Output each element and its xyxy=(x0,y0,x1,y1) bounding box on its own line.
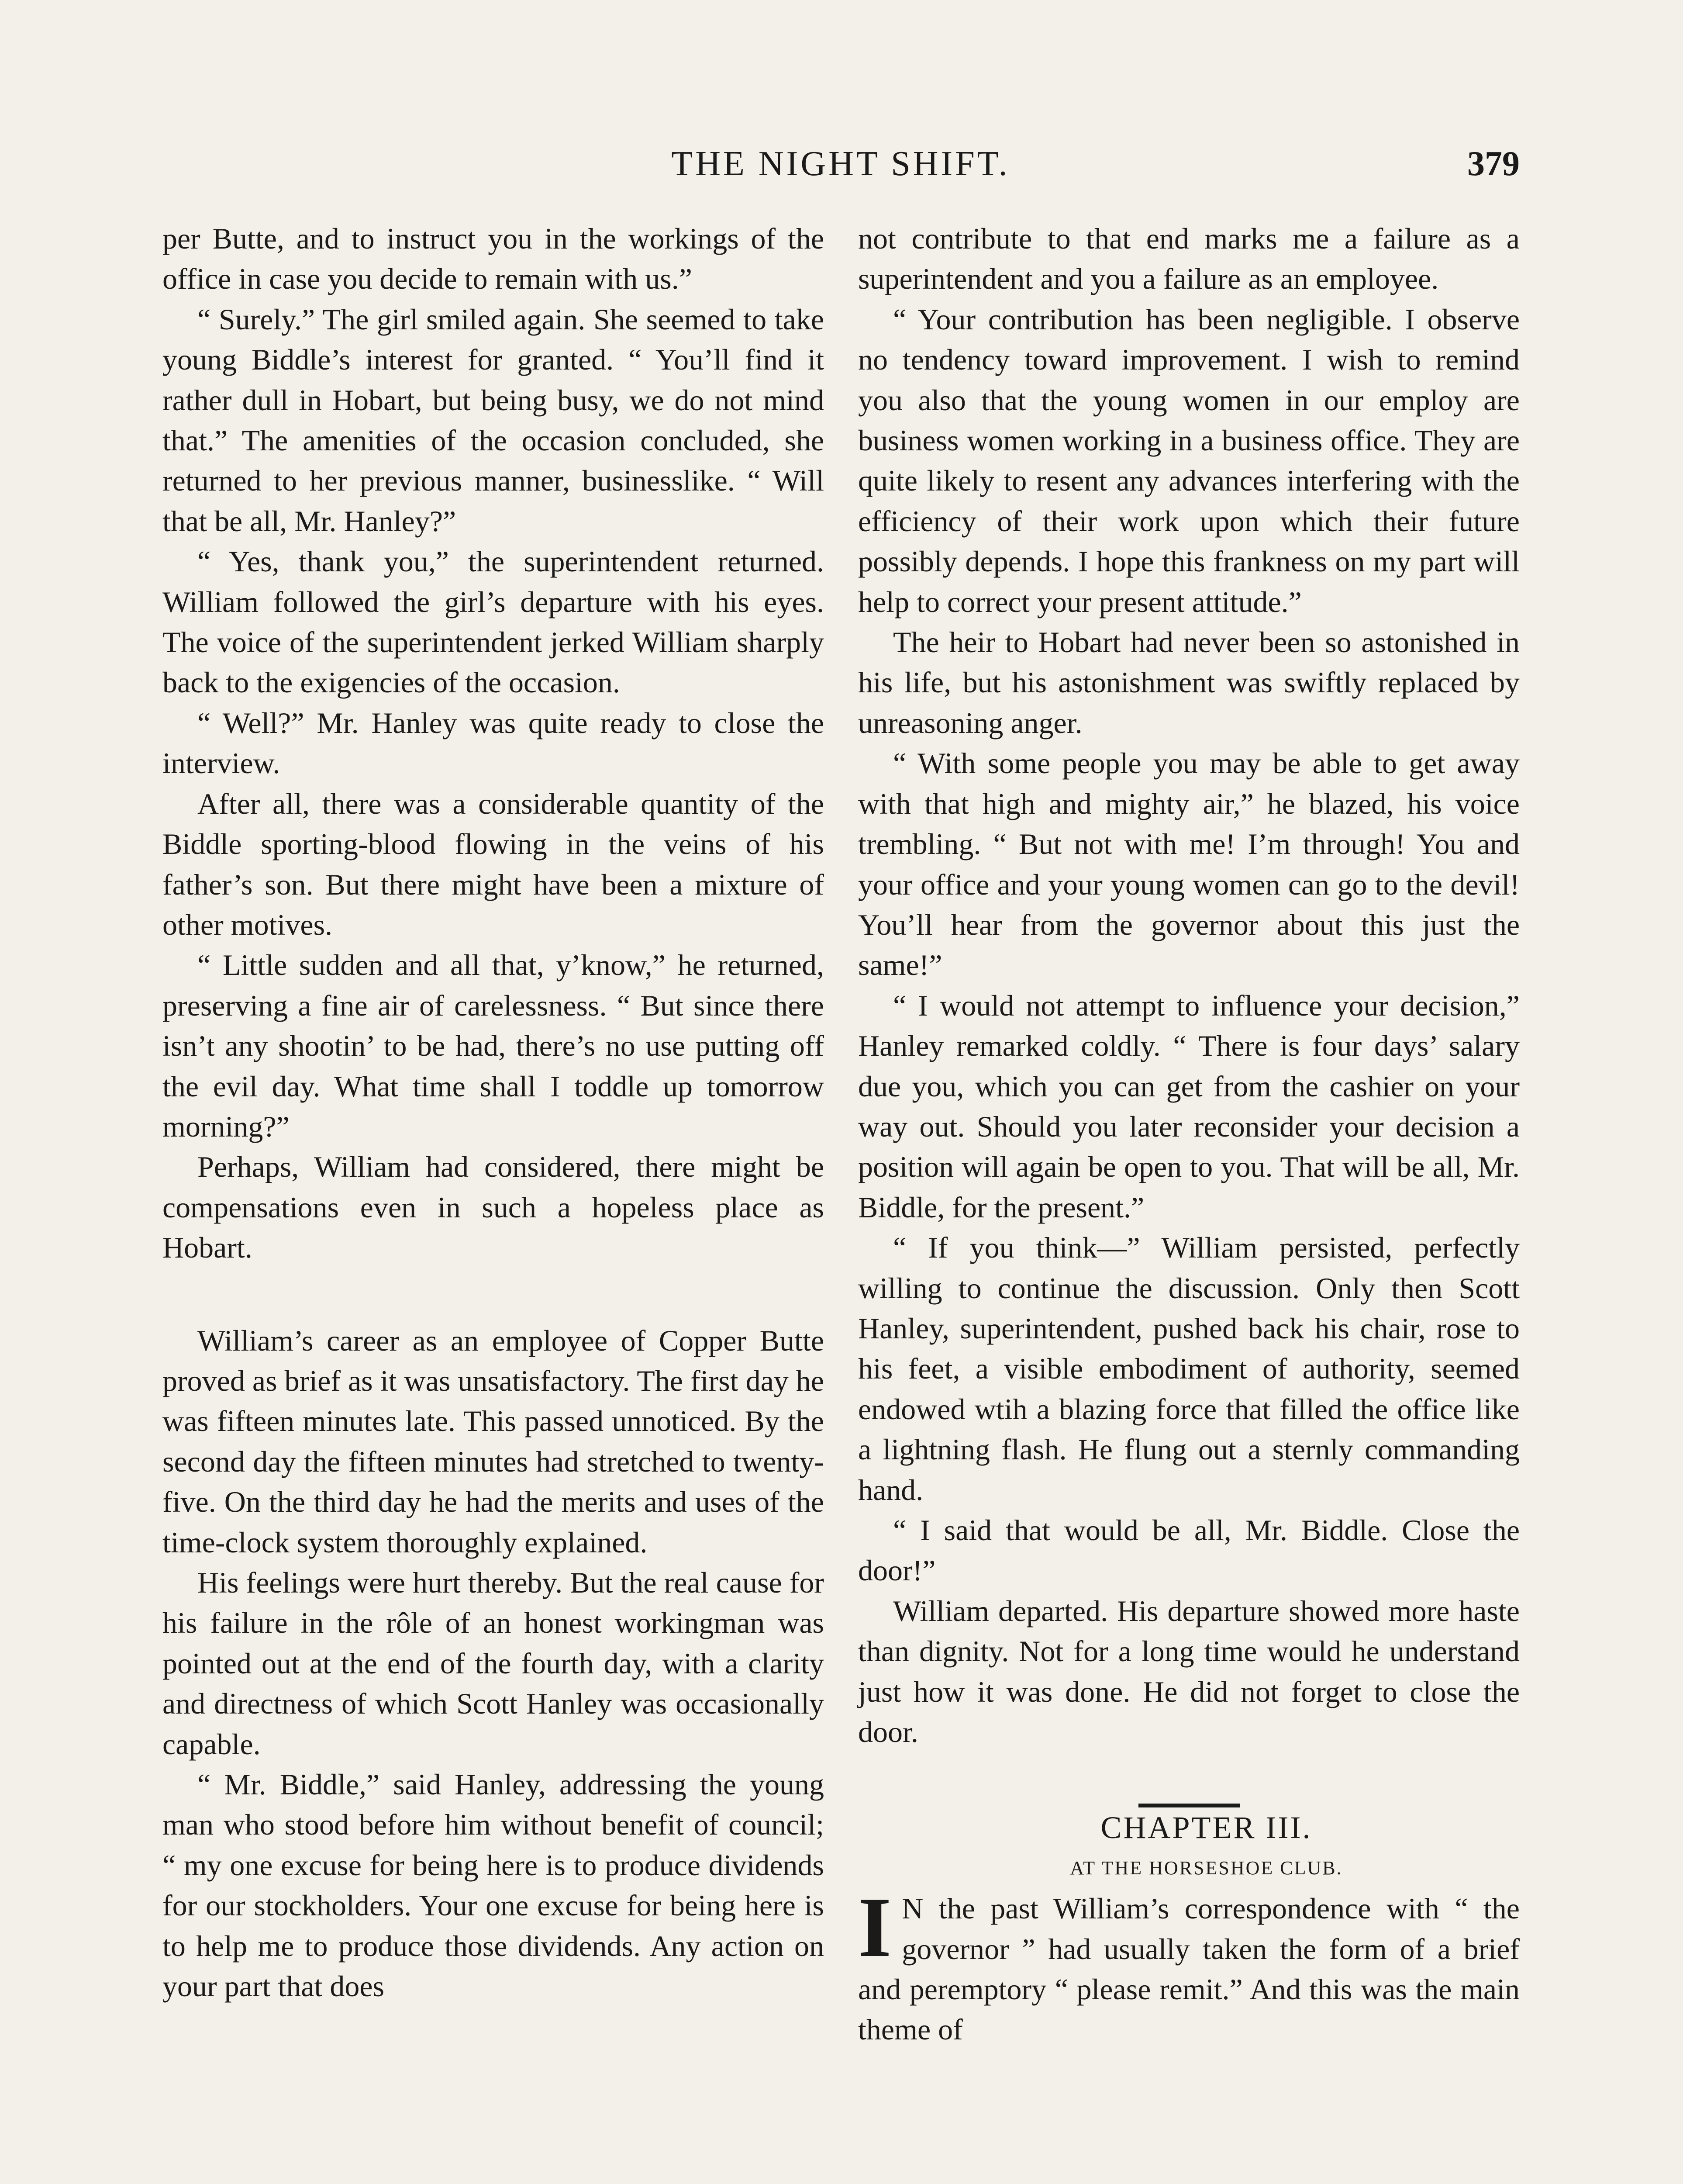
drop-cap: I xyxy=(858,1880,892,1975)
paragraph-text: N the past William’s correspondence with “ the governor ” had usually taken the form of a brief and peremptory “ please remit.” And this was the main theme of xyxy=(858,1892,1520,2046)
paragraph: “ With some people you may be able to get away with that high and mighty air,” he blazed, his voice trembling. “ But not with me! I’m through! You and your office and your young women can go to the devil! You’ll hear from the governor about this just the same!” xyxy=(858,746,1520,982)
paragraph: “ I would not attempt to influence your decision,” Hanley remarked coldly. “ There is four days’ salary due you, which you can get from the cashier on your way out. Should you later reconsider your decision a position will again be open to you. That will be all, Mr. Biddle, for the present.” xyxy=(858,988,1520,1224)
chapter-divider xyxy=(1138,1804,1240,1807)
left-column xyxy=(162,218,824,2006)
paragraph: “ Little sudden and all that, y’know,” he returned, preserving a fine air of carelessness. “ But since there isn’t any shootin’ to be had, there’s no use putting off the evil day. What time shall I toddle up tomorrow morning?” xyxy=(162,948,824,1143)
paragraph: William’s career as an employee of Copper Butte proved as brief as it was unsatisfactory. The first day he was fifteen minutes late. This passed unnoticed. By the second day the fifteen minutes had stretched to twenty-five. On the third day he had the merits and uses of the time-clock system thoroughly explained. xyxy=(162,1324,824,1559)
paragraph: “ I said that would be all, Mr. Biddle. Close the door!” xyxy=(858,1514,1520,1587)
page-number: 379 xyxy=(1467,145,1520,183)
chapter-opening-paragraph xyxy=(858,1880,1520,2050)
running-title: THE NIGHT SHIFT. xyxy=(671,145,1010,183)
paragraph: “ Well?” Mr. Hanley was quite ready to close the interview. xyxy=(162,706,824,780)
paragraph: The heir to Hobart had never been so astonished in his life, but his astonishment was swiftly replaced by unreasoning anger. xyxy=(858,625,1520,740)
section-break xyxy=(162,1268,824,1320)
paragraph: After all, there was a considerable quantity of the Biddle sporting-blood flowing in the veins of his father’s son. But there might have been a mixture of other motives. xyxy=(162,787,824,941)
paragraph: not contribute to that end marks me a failure as a superintendent and you a failure as an employee. xyxy=(858,222,1520,296)
paragraph: His feelings were hurt thereby. But the real cause for his failure in the rôle of an honest workingman was pointed out at the end of the fourth day, with a clarity and directness of which Scott Hanley was occasionally capable. xyxy=(162,1566,824,1761)
paragraph: William departed. His departure showed more haste than dignity. Not for a long time would he understand just how it was done. He did not forget to close the door. xyxy=(858,1594,1520,1749)
paragraph: “ Yes, thank you,” the superintendent returned. William followed the girl’s departure with his eyes. The voice of the superintendent jerked William sharply back to the exigencies of the occasion. xyxy=(162,545,824,699)
paragraph: “ Surely.” The girl smiled again. She seemed to take young Biddle’s interest for granted. “ You’ll find it rather dull in Hobart, but being busy, we do not mind that.” The amenities of the occasion concluded, she returned to her previous manner, businesslike. “ Will that be all, Mr. Hanley?” xyxy=(162,302,824,538)
paragraph: Perhaps, William had considered, there might be compensations even in such a hopeless place as Hobart. xyxy=(162,1150,824,1265)
paragraph: “ Your contribution has been negligible. I observe no tendency toward improvement. I wish to remind you also that the young women in our employ are business women working in a business office. They are quite likely to resent any advances interfering with the efficiency of their work upon which their future possibly depends. I hope this frankness on my part will help to correct your present attitude.” xyxy=(858,302,1520,619)
paragraph: “ Mr. Biddle,” said Hanley, addressing the young man who stood before him without benefit of council; “ my one excuse for being here is to produce dividends for our stockholders. Your one excuse for being here is to help me to produce those dividends. Any action on your part that does xyxy=(162,1768,824,2003)
chapter-title: CHAPTER III. xyxy=(1100,1810,1312,1845)
chapter-subtitle: AT THE HORSESHOE CLUB. xyxy=(1070,1857,1343,1879)
paragraph: per Butte, and to instruct you in the workings of the office in case you decide to remain with us.” xyxy=(162,222,824,296)
running-head xyxy=(162,144,1520,197)
paragraph: “ If you think—” William persisted, perfectly willing to continue the discussion. Only then Scott Hanley, superintendent, pushed back his chair, rose to his feet, a visible embodiment of authority, seemed endowed wtih a blazing force that filled the office like a lightning flash. He flung out a sternly commanding hand. xyxy=(858,1231,1520,1507)
right-column xyxy=(858,218,1520,2050)
